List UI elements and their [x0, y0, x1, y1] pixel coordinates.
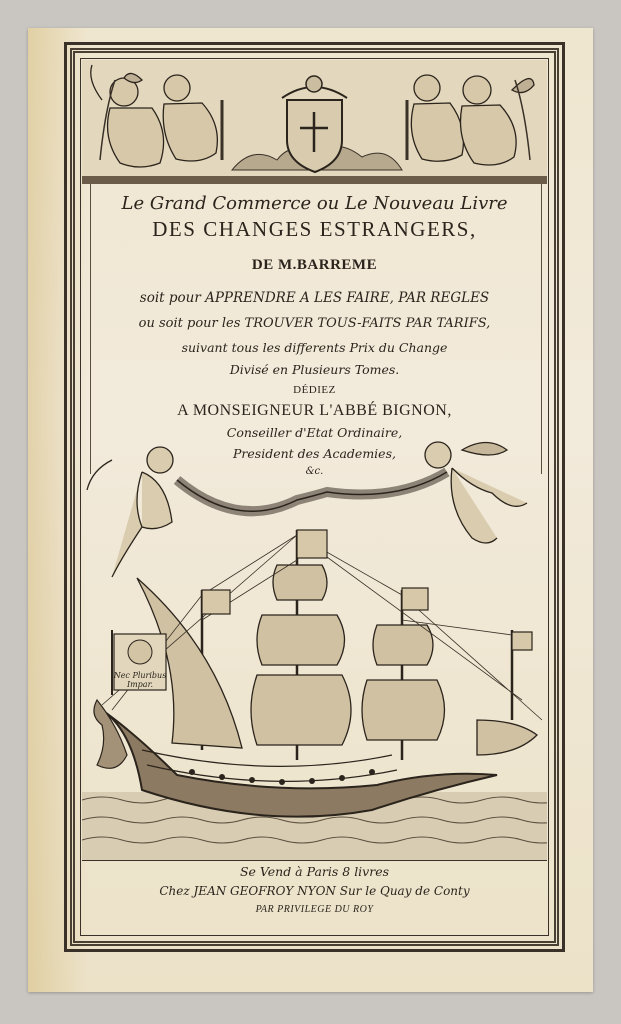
imprint-line-3: PAR PRIVILEGE DU ROY — [255, 904, 374, 915]
title-line-10: Conseiller d'Etat Ordinaire, — [226, 425, 403, 440]
title-line-7: Divisé en Plusieurs Tomes. — [229, 362, 400, 377]
title-line-1: Le Grand Commerce ou Le Nouveau Livre — [121, 193, 508, 214]
ship-flag-motto-1: Nec Pluribus — [113, 671, 167, 680]
title-line-2: DES CHANGES ESTRANGERS, — [152, 217, 477, 241]
title-dedication: DÉDIEZ — [293, 384, 336, 396]
cherubs-coat-of-arms-engraving — [82, 60, 547, 184]
title-line-11: President des Academies, — [233, 446, 396, 461]
imprint-line-2: Chez JEAN GEOFROY NYON Sur le Quay de Conty — [159, 884, 470, 898]
title-line-12: &c. — [305, 466, 324, 477]
title-line-5: ou soit pour les TROUVER TOUS-FAITS PAR TARIFS, — [138, 316, 491, 331]
title-author: DE M.BARREME — [251, 257, 378, 273]
title-line-6: suivant tous les differents Prix du Change — [181, 340, 448, 355]
ship-flag-motto-2: Impar. — [126, 680, 154, 689]
title-line-4: soit pour APPRENDRE A LES FAIRE, PAR REGLES — [139, 290, 490, 306]
imprint-line-1: Se Vend à Paris 8 livres — [239, 864, 390, 879]
title-dedicatee: A MONSEIGNEUR L'ABBÉ BIGNON, — [177, 402, 452, 419]
imprint-rule — [82, 860, 547, 861]
ship-engraving — [82, 420, 547, 860]
